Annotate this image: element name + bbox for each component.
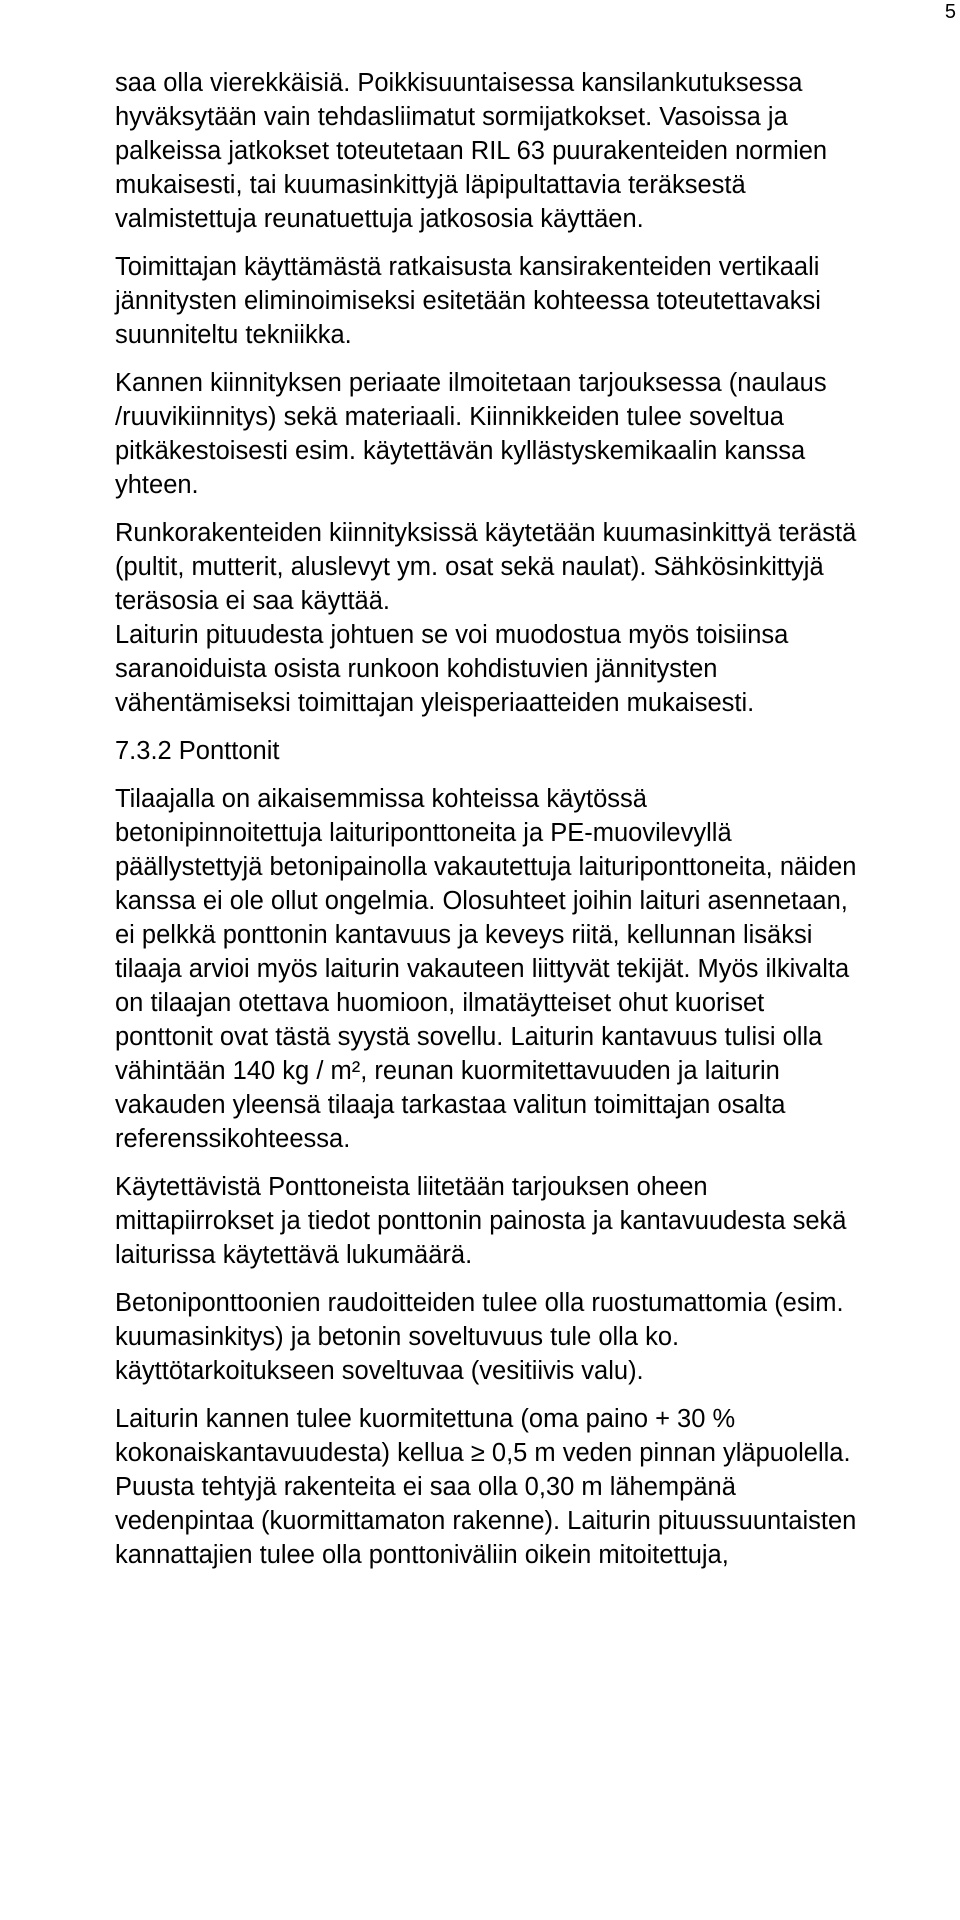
- paragraph-pontoon-drawings: Käytettävistä Ponttoneista liitetään tarjouksen oheen mittapiirrokset ja tiedot ponttonin painosta ja kantavuudesta sekä laiturissa käytettävä lukumäärä.: [115, 1173, 847, 1269]
- paragraph-concrete-reinforcement: Betoniponttoonien raudoitteiden tulee olla ruostumattomia (esim. kuumasinkitys) ja betonin soveltuvuus tule olla ko. käyttötarkoitukseen soveltuvaa (vesitiivis valu).: [115, 1289, 844, 1385]
- paragraph-frame-fastenings: Runkorakenteiden kiinnityksissä käytetään kuumasinkittyä terästä (pultit, mutterit, aluslevyt ym. osat sekä naulat). Sähkösinkittyjä teräsosia ei saa käyttää.: [115, 519, 857, 615]
- paragraph-deck-freeboard: Laiturin kannen tulee kuormitettuna (oma paino + 30 % kokonaiskantavuudesta) kellua ≥ 0,5 m veden pinnan yläpuolella. Puusta tehtyjä rakenteita ei saa olla 0,30 m lähempänä vedenpintaa (kuormittamaton rakenne). Laiturin pituussuuntaisten kannattajien tulee olla ponttoniväliin oikein mitoitettuja,: [115, 1405, 857, 1569]
- paragraph-hinged-sections: Laiturin pituudesta johtuen se voi muodostua myös toisiinsa saranoiduista osista runkoon kohdistuvien jännitysten vähentämiseksi toimittajan yleisperiaatteiden mukaisesti.: [115, 621, 789, 717]
- section-heading-pontoons: 7.3.2 Ponttonit: [115, 737, 280, 765]
- document-body: [115, 66, 960, 1572]
- paragraph-pontoon-history: Tilaajalla on aikaisemmissa kohteissa käytössä betonipinnoitettuja laituriponttoneita ja PE-muovilevyllä päällystettyjä betonipainolla vakautettuja laituriponttoneita, näiden kanssa ei ole ollut ongelmia. Olosuhteet joihin laituri asennetaan, ei pelkkä ponttonin kantavuus ja keveys riitä, kellunnan lisäksi tilaaja arvioi myös laiturin vakauteen liittyvät tekijät. Myös ilkivalta on tilaajan otettava huomioon, ilmatäytteiset ohut kuoriset ponttonit ovat tästä syystä sovellu. Laiturin kantavuus tulisi olla vähintään 140 kg / m², reunan kuormitettavuuden ja laiturin vakauden yleensä tilaaja tarkastaa valitun toimittajan osalta referenssikohteessa.: [115, 785, 857, 1153]
- page-number: 5: [944, 1, 956, 23]
- paragraph-deck-fastening: Kannen kiinnityksen periaate ilmoitetaan tarjouksessa (naulaus /ruuvikiinnitys) sekä materiaali. Kiinnikkeiden tulee soveltua pitkäkestoisesti esim. käytettävän kyllästyskemikaalin kanssa yhteen.: [115, 369, 827, 499]
- paragraph-vertical-stress: Toimittajan käyttämästä ratkaisusta kansirakenteiden vertikaali jännitysten eliminoimiseksi esitetään kohteessa toteutettavaksi suunniteltu tekniikka.: [115, 253, 821, 349]
- paragraph-joints: saa olla vierekkäisiä. Poikkisuuntaisessa kansilankutuksessa hyväksytään vain tehdasliimatut sormijatkokset. Vasoissa ja palkeissa jatkokset toteutetaan RIL 63 puurakenteiden normien mukaisesti, tai kuumasinkittyjä läpipultattavia teräksestä valmistettuja reunatuettuja jatkososia käyttäen.: [115, 69, 828, 233]
